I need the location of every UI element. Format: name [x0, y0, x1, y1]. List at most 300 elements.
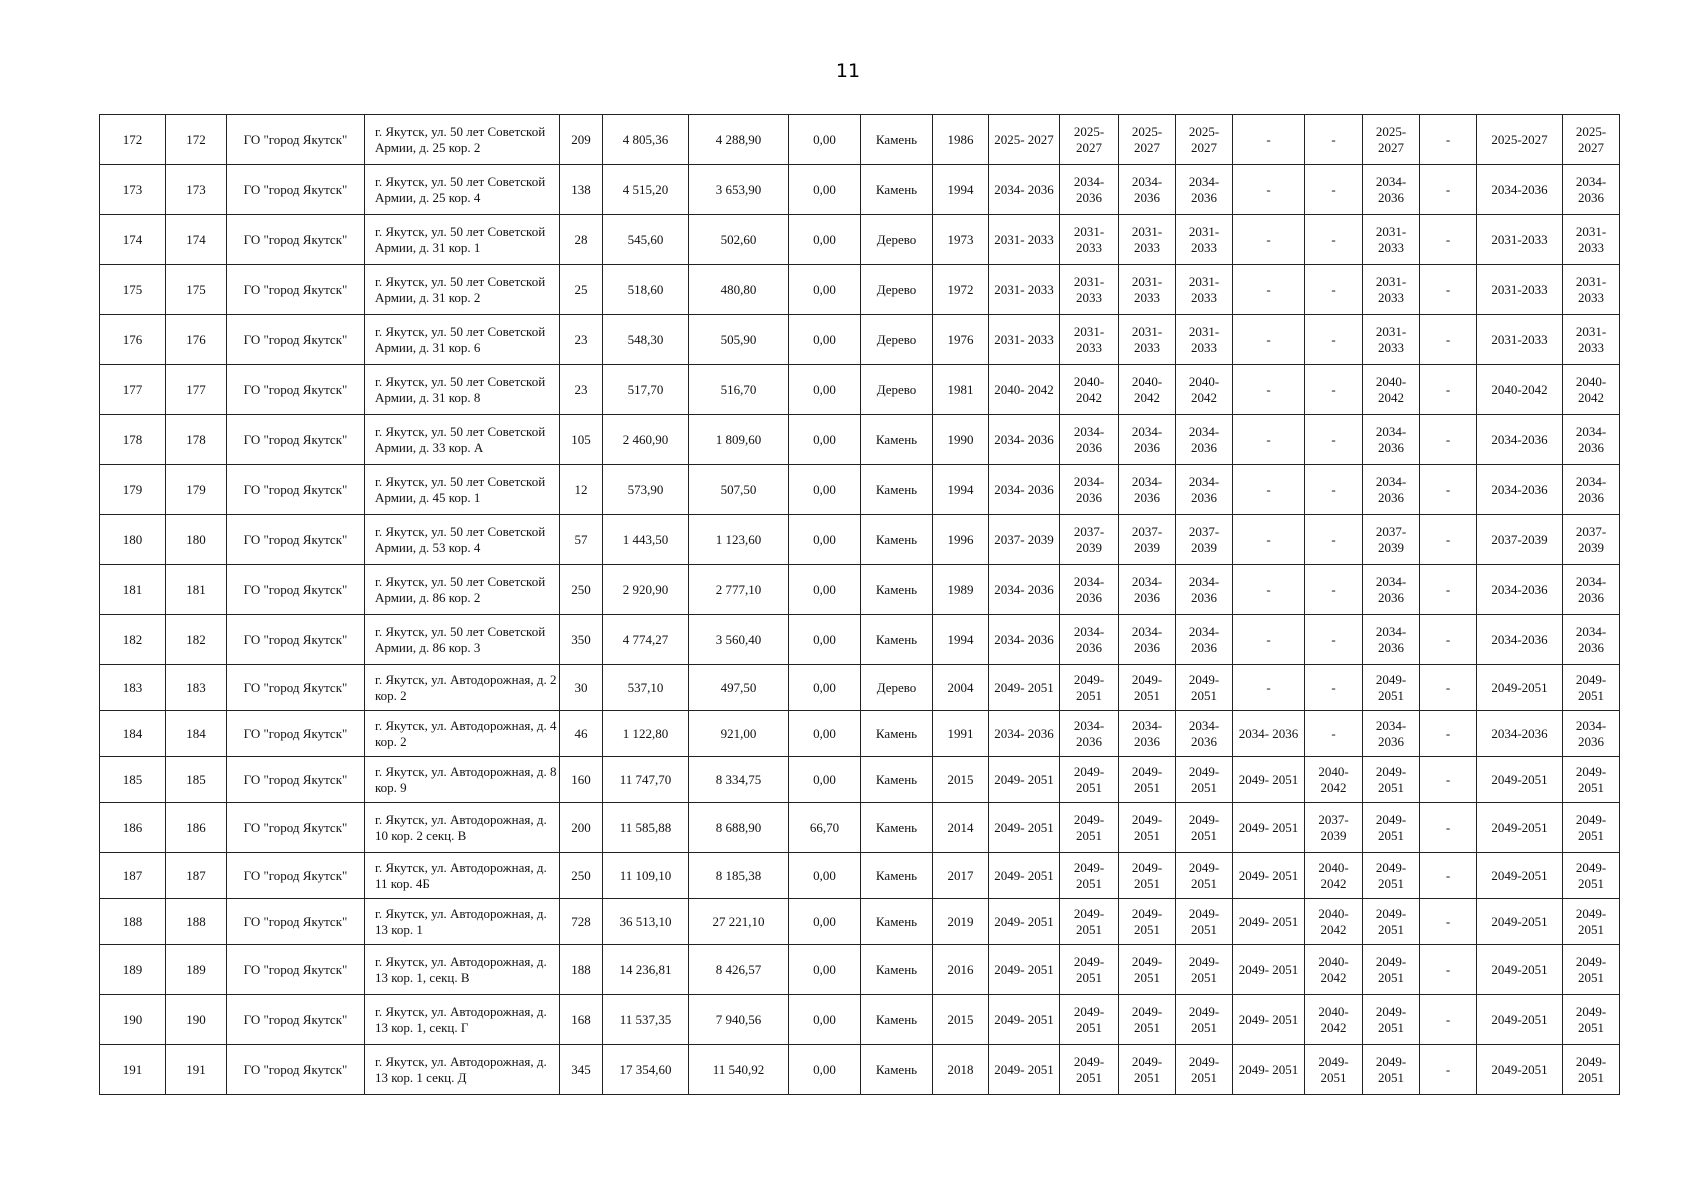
address-cell: г. Якутск, ул. 50 лет Советской Армии, д. 45 кор. 1 [365, 465, 560, 515]
build-year-cell: 1994 [933, 615, 989, 665]
period-cell: 2031- 2033 [1563, 215, 1620, 265]
nonresidential-area-cell: 0,00 [789, 565, 861, 615]
period-cell: 2034- 2036 [1363, 565, 1420, 615]
period-cell: 2031- 2033 [1563, 265, 1620, 315]
period-cell: - [1233, 615, 1305, 665]
total-area-cell: 518,60 [603, 265, 689, 315]
build-year-cell: 1994 [933, 465, 989, 515]
period-cell: 2049- 2051 [1563, 853, 1620, 899]
build-year-cell: 1996 [933, 515, 989, 565]
nonresidential-area-cell: 66,70 [789, 803, 861, 853]
period-cell: 2037- 2039 [1363, 515, 1420, 565]
table-row [100, 365, 1620, 415]
period-cell: 2034-2036 [1477, 165, 1563, 215]
period-cell: 2049- 2051 [1563, 665, 1620, 711]
object-number-cell: 185 [166, 757, 227, 803]
wall-material-cell: Камень [861, 465, 933, 515]
period-cell: 2031- 2033 [1119, 265, 1176, 315]
period-cell: - [1420, 565, 1477, 615]
period-cell: 2049- 2051 [1119, 995, 1176, 1045]
period-cell: 2049- 2051 [1119, 757, 1176, 803]
row-number-cell: 177 [100, 365, 166, 415]
total-area-cell: 14 236,81 [603, 945, 689, 995]
period-cell: 2025- 2027 [1176, 115, 1233, 165]
period-cell: 2031- 2033 [1119, 315, 1176, 365]
municipality-cell: ГО "город Якутск" [227, 365, 365, 415]
period-cell: 2049-2051 [1477, 665, 1563, 711]
address-cell: г. Якутск, ул. Автодорожная, д. 2 кор. 2 [365, 665, 560, 711]
period-cell: 2037- 2039 [1563, 515, 1620, 565]
nonresidential-area-cell: 0,00 [789, 899, 861, 945]
residents-cell: 728 [560, 899, 603, 945]
period-cell: 2031- 2033 [1563, 315, 1620, 365]
total-area-cell: 4 515,20 [603, 165, 689, 215]
period-cell: 2034- 2036 [1119, 711, 1176, 757]
nonresidential-area-cell: 0,00 [789, 853, 861, 899]
table-row [100, 265, 1620, 315]
residents-cell: 46 [560, 711, 603, 757]
period-cell: 2049- 2051 [1176, 995, 1233, 1045]
nonresidential-area-cell: 0,00 [789, 757, 861, 803]
period-cell: 2034- 2036 [1060, 415, 1119, 465]
nonresidential-area-cell: 0,00 [789, 265, 861, 315]
row-number-cell: 182 [100, 615, 166, 665]
build-year-cell: 1973 [933, 215, 989, 265]
row-number-cell: 189 [100, 945, 166, 995]
period-cell: 2031- 2033 [989, 265, 1060, 315]
municipality-cell: ГО "город Якутск" [227, 945, 365, 995]
period-cell: 2049- 2051 [989, 853, 1060, 899]
object-number-cell: 181 [166, 565, 227, 615]
period-cell: - [1420, 711, 1477, 757]
period-cell: 2034- 2036 [1563, 415, 1620, 465]
nonresidential-area-cell: 0,00 [789, 515, 861, 565]
wall-material-cell: Камень [861, 565, 933, 615]
period-cell: 2049- 2051 [1176, 945, 1233, 995]
period-cell: - [1233, 665, 1305, 711]
address-cell: г. Якутск, ул. Автодорожная, д. 4 кор. 2 [365, 711, 560, 757]
period-cell: 2049- 2051 [1233, 853, 1305, 899]
total-area-cell: 537,10 [603, 665, 689, 711]
object-number-cell: 179 [166, 465, 227, 515]
period-cell: - [1305, 711, 1363, 757]
period-cell: - [1420, 465, 1477, 515]
period-cell: 2034- 2036 [1176, 565, 1233, 615]
table-row [100, 465, 1620, 515]
living-area-cell: 2 777,10 [689, 565, 789, 615]
address-cell: г. Якутск, ул. Автодорожная, д. 13 кор. 1, секц. Г [365, 995, 560, 1045]
table-row [100, 945, 1620, 995]
object-number-cell: 188 [166, 899, 227, 945]
table-row [100, 995, 1620, 1045]
living-area-cell: 4 288,90 [689, 115, 789, 165]
period-cell: 2049- 2051 [1176, 665, 1233, 711]
address-cell: г. Якутск, ул. 50 лет Советской Армии, д. 25 кор. 4 [365, 165, 560, 215]
municipality-cell: ГО "город Якутск" [227, 711, 365, 757]
period-cell: 2049- 2051 [1119, 945, 1176, 995]
table-row [100, 899, 1620, 945]
period-cell: 2034- 2036 [1060, 565, 1119, 615]
living-area-cell: 8 185,38 [689, 853, 789, 899]
period-cell: 2025- 2027 [1563, 115, 1620, 165]
row-number-cell: 175 [100, 265, 166, 315]
municipality-cell: ГО "город Якутск" [227, 615, 365, 665]
period-cell: - [1420, 803, 1477, 853]
table-row [100, 853, 1620, 899]
period-cell: - [1420, 515, 1477, 565]
address-cell: г. Якутск, ул. Автодорожная, д. 8 кор. 9 [365, 757, 560, 803]
period-cell: 2049- 2051 [1119, 1045, 1176, 1095]
period-cell: 2049- 2051 [989, 757, 1060, 803]
period-cell: 2049- 2051 [989, 945, 1060, 995]
total-area-cell: 2 460,90 [603, 415, 689, 465]
period-cell: 2049- 2051 [1060, 853, 1119, 899]
residents-cell: 168 [560, 995, 603, 1045]
period-cell: 2034-2036 [1477, 465, 1563, 515]
period-cell: - [1420, 115, 1477, 165]
period-cell: 2031- 2033 [1119, 215, 1176, 265]
municipality-cell: ГО "город Якутск" [227, 757, 365, 803]
row-number-cell: 179 [100, 465, 166, 515]
period-cell: 2049- 2051 [1563, 899, 1620, 945]
residents-cell: 57 [560, 515, 603, 565]
municipality-cell: ГО "город Якутск" [227, 515, 365, 565]
nonresidential-area-cell: 0,00 [789, 365, 861, 415]
address-cell: г. Якутск, ул. 50 лет Советской Армии, д. 33 кор. А [365, 415, 560, 465]
row-number-cell: 181 [100, 565, 166, 615]
object-number-cell: 172 [166, 115, 227, 165]
period-cell: - [1305, 265, 1363, 315]
period-cell: 2049- 2051 [1563, 995, 1620, 1045]
residents-cell: 350 [560, 615, 603, 665]
object-number-cell: 175 [166, 265, 227, 315]
period-cell: 2034- 2036 [1563, 465, 1620, 515]
period-cell: 2049-2051 [1477, 945, 1563, 995]
period-cell: - [1233, 215, 1305, 265]
total-area-cell: 545,60 [603, 215, 689, 265]
wall-material-cell: Камень [861, 615, 933, 665]
row-number-cell: 176 [100, 315, 166, 365]
period-cell: 2031- 2033 [1176, 315, 1233, 365]
period-cell: 2034- 2036 [1119, 165, 1176, 215]
period-cell: - [1233, 465, 1305, 515]
period-cell: 2049- 2051 [989, 665, 1060, 711]
living-area-cell: 502,60 [689, 215, 789, 265]
period-cell: 2034- 2036 [1563, 165, 1620, 215]
object-number-cell: 176 [166, 315, 227, 365]
build-year-cell: 1976 [933, 315, 989, 365]
residents-cell: 209 [560, 115, 603, 165]
address-cell: г. Якутск, ул. Автодорожная, д. 13 кор. 1, секц. В [365, 945, 560, 995]
period-cell: 2049- 2051 [1563, 757, 1620, 803]
period-cell: - [1305, 315, 1363, 365]
period-cell: 2034- 2036 [989, 711, 1060, 757]
residents-cell: 23 [560, 365, 603, 415]
period-cell: - [1420, 1045, 1477, 1095]
period-cell: - [1233, 365, 1305, 415]
period-cell: 2034- 2036 [1176, 615, 1233, 665]
housing-register-table [99, 114, 1620, 1095]
period-cell: - [1233, 515, 1305, 565]
object-number-cell: 187 [166, 853, 227, 899]
municipality-cell: ГО "город Якутск" [227, 115, 365, 165]
period-cell: 2034-2036 [1477, 711, 1563, 757]
period-cell: 2049- 2051 [1363, 899, 1420, 945]
residents-cell: 345 [560, 1045, 603, 1095]
period-cell: 2037- 2039 [1060, 515, 1119, 565]
nonresidential-area-cell: 0,00 [789, 465, 861, 515]
row-number-cell: 173 [100, 165, 166, 215]
living-area-cell: 516,70 [689, 365, 789, 415]
nonresidential-area-cell: 0,00 [789, 995, 861, 1045]
period-cell: 2034- 2036 [989, 615, 1060, 665]
row-number-cell: 183 [100, 665, 166, 711]
period-cell: 2034-2036 [1477, 615, 1563, 665]
period-cell: 2040- 2042 [1305, 945, 1363, 995]
period-cell: 2025- 2027 [1119, 115, 1176, 165]
period-cell: 2040- 2042 [1305, 899, 1363, 945]
period-cell: 2049- 2051 [1363, 665, 1420, 711]
build-year-cell: 1981 [933, 365, 989, 415]
row-number-cell: 178 [100, 415, 166, 465]
build-year-cell: 1994 [933, 165, 989, 215]
living-area-cell: 1 809,60 [689, 415, 789, 465]
period-cell: 2034- 2036 [989, 465, 1060, 515]
wall-material-cell: Камень [861, 711, 933, 757]
build-year-cell: 1989 [933, 565, 989, 615]
period-cell: 2031- 2033 [1060, 215, 1119, 265]
period-cell: - [1233, 265, 1305, 315]
total-area-cell: 2 920,90 [603, 565, 689, 615]
period-cell: - [1420, 365, 1477, 415]
period-cell: 2034- 2036 [989, 565, 1060, 615]
period-cell: 2037-2039 [1477, 515, 1563, 565]
period-cell: 2049-2051 [1477, 899, 1563, 945]
total-area-cell: 573,90 [603, 465, 689, 515]
wall-material-cell: Камень [861, 515, 933, 565]
living-area-cell: 505,90 [689, 315, 789, 365]
object-number-cell: 180 [166, 515, 227, 565]
nonresidential-area-cell: 0,00 [789, 665, 861, 711]
period-cell: - [1420, 757, 1477, 803]
wall-material-cell: Дерево [861, 215, 933, 265]
object-number-cell: 191 [166, 1045, 227, 1095]
municipality-cell: ГО "город Якутск" [227, 853, 365, 899]
residents-cell: 28 [560, 215, 603, 265]
residents-cell: 23 [560, 315, 603, 365]
period-cell: 2034- 2036 [1060, 711, 1119, 757]
period-cell: - [1420, 415, 1477, 465]
residents-cell: 138 [560, 165, 603, 215]
object-number-cell: 174 [166, 215, 227, 265]
period-cell: 2025- 2027 [1060, 115, 1119, 165]
build-year-cell: 2016 [933, 945, 989, 995]
wall-material-cell: Камень [861, 995, 933, 1045]
period-cell: 2031- 2033 [1176, 265, 1233, 315]
nonresidential-area-cell: 0,00 [789, 215, 861, 265]
period-cell: 2049-2051 [1477, 853, 1563, 899]
period-cell: - [1420, 899, 1477, 945]
object-number-cell: 189 [166, 945, 227, 995]
period-cell: 2034- 2036 [1176, 165, 1233, 215]
build-year-cell: 1986 [933, 115, 989, 165]
period-cell: 2031- 2033 [1363, 265, 1420, 315]
period-cell: 2034- 2036 [1119, 415, 1176, 465]
period-cell: 2031- 2033 [1060, 315, 1119, 365]
period-cell: 2049- 2051 [1119, 665, 1176, 711]
living-area-cell: 3 653,90 [689, 165, 789, 215]
period-cell: - [1233, 165, 1305, 215]
period-cell: - [1420, 995, 1477, 1045]
period-cell: 2049- 2051 [1233, 757, 1305, 803]
period-cell: 2049- 2051 [1363, 757, 1420, 803]
period-cell: - [1420, 215, 1477, 265]
period-cell: 2031- 2033 [989, 315, 1060, 365]
living-area-cell: 507,50 [689, 465, 789, 515]
living-area-cell: 8 688,90 [689, 803, 789, 853]
period-cell: 2040- 2042 [1305, 853, 1363, 899]
living-area-cell: 3 560,40 [689, 615, 789, 665]
row-number-cell: 186 [100, 803, 166, 853]
living-area-cell: 8 426,57 [689, 945, 789, 995]
total-area-cell: 517,70 [603, 365, 689, 415]
period-cell: 2031- 2033 [989, 215, 1060, 265]
build-year-cell: 2015 [933, 995, 989, 1045]
period-cell: 2049- 2051 [1233, 899, 1305, 945]
period-cell: 2040- 2042 [1176, 365, 1233, 415]
register-body [100, 115, 1620, 1095]
residents-cell: 250 [560, 565, 603, 615]
nonresidential-area-cell: 0,00 [789, 165, 861, 215]
period-cell: - [1420, 853, 1477, 899]
period-cell: 2049- 2051 [1363, 803, 1420, 853]
period-cell: 2034- 2036 [1060, 165, 1119, 215]
period-cell: 2049- 2051 [1119, 899, 1176, 945]
address-cell: г. Якутск, ул. 50 лет Советской Армии, д. 31 кор. 8 [365, 365, 560, 415]
total-area-cell: 11 537,35 [603, 995, 689, 1045]
build-year-cell: 1991 [933, 711, 989, 757]
page-number: 11 [835, 60, 861, 82]
period-cell: 2034- 2036 [1176, 415, 1233, 465]
nonresidential-area-cell: 0,00 [789, 415, 861, 465]
residents-cell: 12 [560, 465, 603, 515]
living-area-cell: 7 940,56 [689, 995, 789, 1045]
period-cell: 2034- 2036 [1233, 711, 1305, 757]
address-cell: г. Якутск, ул. Автодорожная, д. 13 кор. 1 [365, 899, 560, 945]
period-cell: 2049- 2051 [1233, 803, 1305, 853]
period-cell: 2049- 2051 [1119, 803, 1176, 853]
residents-cell: 25 [560, 265, 603, 315]
table-row [100, 711, 1620, 757]
period-cell: 2034- 2036 [1176, 711, 1233, 757]
period-cell: - [1233, 315, 1305, 365]
period-cell: 2049- 2051 [1363, 1045, 1420, 1095]
address-cell: г. Якутск, ул. 50 лет Советской Армии, д. 25 кор. 2 [365, 115, 560, 165]
municipality-cell: ГО "город Якутск" [227, 215, 365, 265]
period-cell: 2049- 2051 [1233, 945, 1305, 995]
address-cell: г. Якутск, ул. 50 лет Советской Армии, д. 53 кор. 4 [365, 515, 560, 565]
period-cell: 2040- 2042 [1119, 365, 1176, 415]
residents-cell: 200 [560, 803, 603, 853]
wall-material-cell: Камень [861, 1045, 933, 1095]
period-cell: 2049- 2051 [989, 899, 1060, 945]
period-cell: 2049- 2051 [1563, 1045, 1620, 1095]
table-row [100, 165, 1620, 215]
period-cell: 2034- 2036 [989, 415, 1060, 465]
row-number-cell: 188 [100, 899, 166, 945]
period-cell: - [1305, 415, 1363, 465]
period-cell: - [1420, 945, 1477, 995]
address-cell: г. Якутск, ул. 50 лет Советской Армии, д. 31 кор. 2 [365, 265, 560, 315]
municipality-cell: ГО "город Якутск" [227, 995, 365, 1045]
living-area-cell: 1 123,60 [689, 515, 789, 565]
object-number-cell: 183 [166, 665, 227, 711]
row-number-cell: 190 [100, 995, 166, 1045]
period-cell: 2034- 2036 [1119, 465, 1176, 515]
object-number-cell: 186 [166, 803, 227, 853]
municipality-cell: ГО "город Якутск" [227, 803, 365, 853]
period-cell: 2049- 2051 [1563, 945, 1620, 995]
municipality-cell: ГО "город Якутск" [227, 165, 365, 215]
period-cell: 2031- 2033 [1176, 215, 1233, 265]
living-area-cell: 11 540,92 [689, 1045, 789, 1095]
table-row [100, 515, 1620, 565]
period-cell: - [1233, 115, 1305, 165]
period-cell: 2034- 2036 [1363, 165, 1420, 215]
living-area-cell: 8 334,75 [689, 757, 789, 803]
period-cell: 2049- 2051 [1363, 853, 1420, 899]
period-cell: 2034- 2036 [1060, 615, 1119, 665]
wall-material-cell: Камень [861, 115, 933, 165]
address-cell: г. Якутск, ул. 50 лет Советской Армии, д. 31 кор. 1 [365, 215, 560, 265]
period-cell: 2049- 2051 [989, 1045, 1060, 1095]
total-area-cell: 1 443,50 [603, 515, 689, 565]
period-cell: 2049-2051 [1477, 757, 1563, 803]
total-area-cell: 17 354,60 [603, 1045, 689, 1095]
table-row [100, 757, 1620, 803]
address-cell: г. Якутск, ул. 50 лет Советской Армии, д. 31 кор. 6 [365, 315, 560, 365]
build-year-cell: 1972 [933, 265, 989, 315]
period-cell: - [1233, 565, 1305, 615]
period-cell: 2031-2033 [1477, 265, 1563, 315]
table-row [100, 565, 1620, 615]
period-cell: 2049- 2051 [989, 803, 1060, 853]
period-cell: 2034- 2036 [1563, 615, 1620, 665]
period-cell: 2049- 2051 [1563, 803, 1620, 853]
residents-cell: 105 [560, 415, 603, 465]
nonresidential-area-cell: 0,00 [789, 1045, 861, 1095]
nonresidential-area-cell: 0,00 [789, 615, 861, 665]
period-cell: - [1420, 665, 1477, 711]
total-area-cell: 11 747,70 [603, 757, 689, 803]
period-cell: 2049- 2051 [1176, 899, 1233, 945]
period-cell: 2034- 2036 [1119, 615, 1176, 665]
nonresidential-area-cell: 0,00 [789, 115, 861, 165]
period-cell: - [1233, 415, 1305, 465]
object-number-cell: 178 [166, 415, 227, 465]
total-area-cell: 1 122,80 [603, 711, 689, 757]
wall-material-cell: Камень [861, 757, 933, 803]
build-year-cell: 2014 [933, 803, 989, 853]
period-cell: - [1305, 165, 1363, 215]
period-cell: - [1420, 615, 1477, 665]
period-cell: 2040-2042 [1477, 365, 1563, 415]
period-cell: - [1420, 165, 1477, 215]
total-area-cell: 11 109,10 [603, 853, 689, 899]
living-area-cell: 27 221,10 [689, 899, 789, 945]
address-cell: г. Якутск, ул. Автодорожная, д. 10 кор. 2 секц. В [365, 803, 560, 853]
object-number-cell: 190 [166, 995, 227, 1045]
